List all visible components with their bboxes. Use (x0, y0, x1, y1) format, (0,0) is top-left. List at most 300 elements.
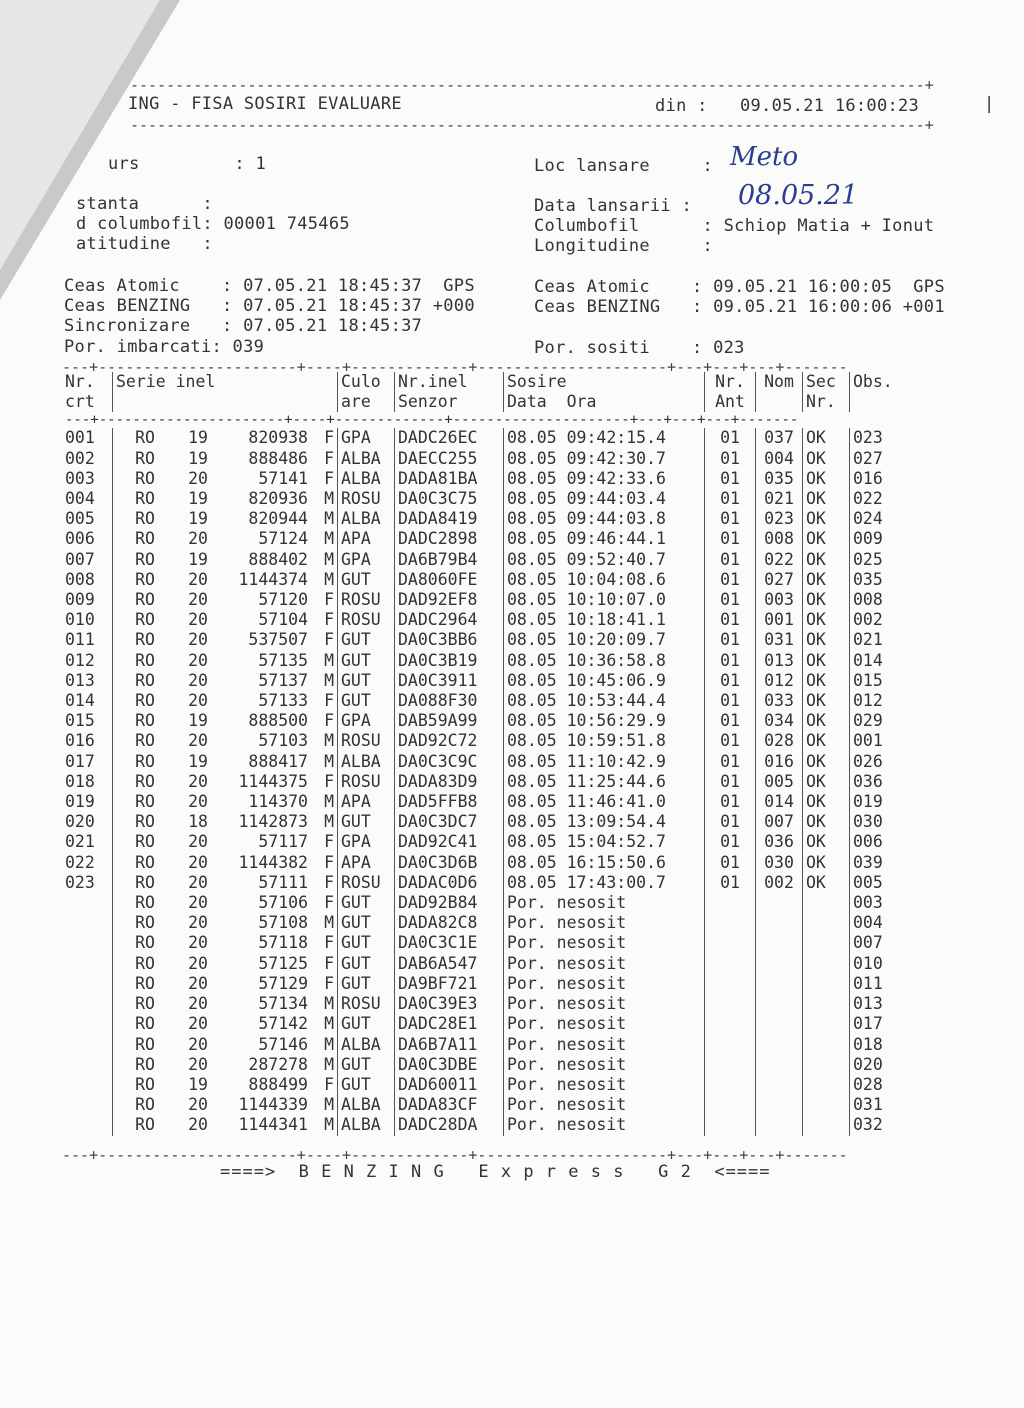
cell-arrival: 08.05 09:42:30.7 (504, 449, 705, 469)
col-senzor-header: Nr.inel (395, 372, 504, 392)
cell-nr-ant: 01 (705, 772, 756, 792)
cell-color: GPA (338, 832, 395, 852)
cell-country: RO (113, 1075, 178, 1095)
cell-nom: 021 (756, 489, 803, 509)
cell-obs: 010 (850, 954, 917, 974)
cell-color: APA (338, 529, 395, 549)
table-row (62, 812, 916, 832)
cell-nom: 007 (756, 812, 803, 832)
cell-nom (756, 1115, 803, 1135)
cell-country: RO (113, 428, 178, 448)
cell-color: GUT (338, 812, 395, 832)
cell-nr-ant: 01 (705, 691, 756, 711)
cell-sex: F (324, 953, 334, 973)
cell-nr-ant: 01 (705, 449, 756, 469)
cell-obs: 007 (850, 933, 917, 953)
cell-country: RO (113, 1035, 178, 1055)
cell-obs: 012 (850, 691, 917, 711)
header-separator-rule: ---+----------------------+----+-------------+---------------------+---+---+---+------- (65, 412, 799, 429)
cell-year: 20 (188, 771, 208, 791)
table-row (62, 610, 916, 630)
cell-year: 20 (188, 953, 208, 973)
cell-nom: 027 (756, 570, 803, 590)
cell-arrival: Por. nesosit (504, 1075, 705, 1095)
cell-sensor: DADC2964 (395, 610, 504, 630)
cell-sensor: DA8060FE (395, 570, 504, 590)
table-row (62, 1075, 916, 1095)
cell-sensor: DADC28E1 (395, 1014, 504, 1034)
cell-sex: M (324, 509, 334, 529)
cell-sensor: DADA81BA (395, 469, 504, 489)
cell-sensor: DADA83CF (395, 1095, 504, 1115)
cell-color: GUT (338, 913, 395, 933)
cell-color: GUT (338, 1014, 395, 1034)
table-row (62, 913, 916, 933)
cell-color: ROSU (338, 772, 395, 792)
cell-sensor: DA0C3C1E (395, 933, 504, 953)
cell-nr-ant: 01 (705, 873, 756, 893)
cell-country: RO (113, 1055, 178, 1075)
cell-nr-ant: 01 (705, 853, 756, 873)
cell-sec: OK (803, 873, 850, 893)
cell-nr-ant: 01 (705, 428, 756, 448)
cell-year: 18 (188, 812, 208, 832)
cell-nr-ant: 01 (705, 590, 756, 610)
cod-columbofil-line: d columbofil: 00001 745465 (76, 214, 350, 234)
col-dataora-header: Data Ora (504, 392, 705, 412)
cell-nr-crt (62, 913, 113, 933)
cell-arrival: 08.05 10:20:09.7 (504, 630, 705, 650)
cell-sex: M (324, 751, 334, 771)
cell-sec: OK (803, 570, 850, 590)
cell-sex: M (324, 792, 334, 812)
arrivals-table (62, 372, 916, 1136)
cell-country: RO (113, 994, 178, 1014)
loc-lansare-line: Loc lansare : (534, 156, 714, 176)
cell-nr-ant (705, 893, 756, 913)
cell-nr-crt: 007 (65, 549, 95, 569)
cell-country: RO (113, 610, 178, 630)
table-row (62, 590, 916, 610)
cell-nom: 033 (756, 691, 803, 711)
cell-nr-crt: 008 (65, 569, 95, 589)
cell-arrival: 08.05 09:52:40.7 (504, 550, 705, 570)
cell-sensor: DA0C39E3 (395, 994, 504, 1014)
cell-year: 19 (188, 448, 208, 468)
cell-sec (803, 1095, 850, 1115)
cell-year: 20 (188, 1115, 208, 1135)
cell-color: APA (338, 792, 395, 812)
cell-color: GUT (338, 893, 395, 913)
cell-sex: F (324, 1074, 334, 1094)
cell-sex: F (324, 428, 334, 448)
cell-nr-crt (62, 974, 113, 994)
table-row (62, 731, 916, 751)
cell-color: ROSU (338, 590, 395, 610)
cell-ring: 57104 (258, 610, 308, 630)
cell-nr-crt (62, 1095, 113, 1115)
cell-nom: 036 (756, 832, 803, 852)
cell-country: RO (113, 974, 178, 994)
cell-nr-ant (705, 1075, 756, 1095)
cell-arrival: Por. nesosit (504, 974, 705, 994)
cell-country: RO (113, 1115, 178, 1135)
table-row (62, 1115, 916, 1135)
cell-year: 20 (188, 731, 208, 751)
cell-ring: 888402 (248, 549, 308, 569)
cell-nr-crt: 023 (65, 872, 95, 892)
cell-obs: 001 (850, 731, 917, 751)
cell-obs: 014 (850, 651, 917, 671)
cell-nr-ant (705, 1115, 756, 1135)
cell-sec: OK (803, 630, 850, 650)
cell-obs: 035 (850, 570, 917, 590)
cell-sensor: DA0C3BB6 (395, 630, 504, 650)
table-row (62, 772, 916, 792)
cell-sex: F (324, 973, 334, 993)
cell-nom (756, 974, 803, 994)
cell-nr-crt: 005 (65, 509, 95, 529)
cell-sec: OK (803, 489, 850, 509)
cell-nom (756, 1035, 803, 1055)
cell-sec: OK (803, 731, 850, 751)
cell-sex: M (324, 650, 334, 670)
cell-arrival: 08.05 16:15:50.6 (504, 853, 705, 873)
cell-sensor: DAD92C72 (395, 731, 504, 751)
cell-ring: 57103 (258, 731, 308, 751)
cell-sensor: DA0C3DBE (395, 1055, 504, 1075)
cell-nr-crt: 017 (65, 751, 95, 771)
cell-nom: 013 (756, 651, 803, 671)
cell-obs: 026 (850, 752, 917, 772)
cell-ring: 57141 (258, 468, 308, 488)
cell-nr-crt: 009 (65, 590, 95, 610)
ceas-benzing-right: Ceas BENZING : 09.05.21 16:00:06 +001 (534, 297, 945, 317)
cell-color: ALBA (338, 449, 395, 469)
col-serie-header: Serie inel (113, 372, 338, 392)
cell-sensor: DA9BF721 (395, 974, 504, 994)
cell-ring: 1144374 (238, 569, 308, 589)
cell-sensor: DA6B7A11 (395, 1035, 504, 1055)
header-separator (62, 412, 916, 428)
cell-year: 20 (188, 1034, 208, 1054)
cell-sensor: DA0C3B19 (395, 651, 504, 671)
cell-arrival: 08.05 11:46:41.0 (504, 792, 705, 812)
cell-sec (803, 974, 850, 994)
cell-year: 20 (188, 1095, 208, 1115)
ceas-benzing-left: Ceas BENZING : 07.05.21 18:45:37 +000 (64, 296, 475, 316)
cell-country: RO (113, 812, 178, 832)
cell-year: 19 (188, 1074, 208, 1094)
cell-arrival: 08.05 13:09:54.4 (504, 812, 705, 832)
cell-sex: F (324, 852, 334, 872)
cell-nr-crt: 014 (65, 691, 95, 711)
cell-year: 20 (188, 569, 208, 589)
cell-year: 20 (188, 1014, 208, 1034)
cell-sec (803, 933, 850, 953)
cell-sex: F (324, 893, 334, 913)
cell-obs: 020 (850, 1055, 917, 1075)
cell-sec: OK (803, 469, 850, 489)
cell-sec: OK (803, 550, 850, 570)
col-nom-header-2 (756, 392, 803, 412)
cell-sensor: DA088F30 (395, 691, 504, 711)
handwritten-date: 08.05.21 (738, 180, 859, 211)
cell-ring: 888500 (248, 711, 308, 731)
cell-obs: 003 (850, 893, 917, 913)
cell-nr-ant (705, 994, 756, 1014)
cell-color: GUT (338, 671, 395, 691)
cell-obs: 009 (850, 529, 917, 549)
cell-ring: 57120 (258, 590, 308, 610)
cell-sec: OK (803, 428, 850, 448)
cell-obs: 021 (850, 630, 917, 650)
cell-country: RO (113, 691, 178, 711)
cell-country: RO (113, 590, 178, 610)
cell-sensor: DAECC255 (395, 449, 504, 469)
cell-nom: 008 (756, 529, 803, 549)
cell-arrival: 08.05 10:10:07.0 (504, 590, 705, 610)
col-nr-header: Nr. (65, 372, 95, 391)
cell-year: 20 (188, 610, 208, 630)
cell-sex: M (324, 529, 334, 549)
cell-nom (756, 1014, 803, 1034)
cell-color: ALBA (338, 1095, 395, 1115)
cell-ring: 114370 (248, 792, 308, 812)
cell-sex: F (324, 468, 334, 488)
cell-sensor: DADA82C8 (395, 913, 504, 933)
cell-arrival: Por. nesosit (504, 933, 705, 953)
cell-year: 19 (188, 711, 208, 731)
cell-nr-crt (62, 1014, 113, 1034)
cell-country: RO (113, 529, 178, 549)
cell-ring: 57137 (258, 670, 308, 690)
cell-obs: 002 (850, 610, 917, 630)
longitudine-line: Longitudine : (534, 236, 714, 256)
cell-color: ROSU (338, 731, 395, 751)
cell-ring: 57129 (258, 973, 308, 993)
table-row (62, 994, 916, 1014)
cell-sex: M (324, 569, 334, 589)
cell-ring: 57142 (258, 1014, 308, 1034)
cell-ring: 820944 (248, 509, 308, 529)
cell-nom: 005 (756, 772, 803, 792)
cell-nom: 001 (756, 610, 803, 630)
cell-color: GUT (338, 974, 395, 994)
cell-arrival: 08.05 09:42:15.4 (504, 428, 705, 448)
cell-nr-crt (62, 933, 113, 953)
cell-sensor: DADC28DA (395, 1115, 504, 1135)
cell-arrival: 08.05 10:36:58.8 (504, 651, 705, 671)
cell-country: RO (113, 509, 178, 529)
cell-year: 20 (188, 872, 208, 892)
cell-ring: 57134 (258, 994, 308, 1014)
table-row (62, 449, 916, 469)
table-row (62, 853, 916, 873)
cell-arrival: 08.05 10:45:06.9 (504, 671, 705, 691)
columbofil-line: Columbofil : Schiop Matia + Ionut (534, 216, 935, 236)
cell-sex: M (324, 731, 334, 751)
cell-sex: M (324, 994, 334, 1014)
cell-year: 20 (188, 832, 208, 852)
table-row (62, 428, 916, 448)
cell-year: 20 (188, 852, 208, 872)
cell-sec (803, 913, 850, 933)
cell-nr-crt: 021 (65, 832, 95, 852)
cell-arrival: 08.05 10:59:51.8 (504, 731, 705, 751)
cell-arrival: Por. nesosit (504, 994, 705, 1014)
cell-obs: 006 (850, 832, 917, 852)
cell-country: RO (113, 954, 178, 974)
table-row (62, 691, 916, 711)
title-rule: ----------------------------------------------------------------------------------------+ (130, 116, 934, 134)
cell-arrival: 08.05 10:04:08.6 (504, 570, 705, 590)
cell-arrival: 08.05 10:53:44.4 (504, 691, 705, 711)
table-row (62, 570, 916, 590)
cell-nr-crt: 012 (65, 650, 95, 670)
cell-nr-ant (705, 933, 756, 953)
cell-sensor: DADC26EC (395, 428, 504, 448)
cell-ring: 820936 (248, 489, 308, 509)
cell-nr-crt: 020 (65, 812, 95, 832)
cell-arrival: Por. nesosit (504, 1095, 705, 1115)
cell-nr-crt: 002 (65, 448, 95, 468)
cell-obs: 015 (850, 671, 917, 691)
cell-arrival: 08.05 15:04:52.7 (504, 832, 705, 852)
cell-obs: 036 (850, 772, 917, 792)
cell-nr-ant: 01 (705, 832, 756, 852)
cell-arrival: Por. nesosit (504, 1055, 705, 1075)
cell-country: RO (113, 731, 178, 751)
cell-obs: 017 (850, 1014, 917, 1034)
cell-nr-crt (62, 1075, 113, 1095)
cell-nr-crt: 015 (65, 711, 95, 731)
cell-arrival: 08.05 09:44:03.8 (504, 509, 705, 529)
cell-nom: 003 (756, 590, 803, 610)
cell-country: RO (113, 893, 178, 913)
cell-color: GUT (338, 1055, 395, 1075)
cell-color: GUT (338, 933, 395, 953)
table-row (62, 893, 916, 913)
cell-sec: OK (803, 853, 850, 873)
table-row (62, 792, 916, 812)
cell-nr-crt (62, 1115, 113, 1135)
cell-country: RO (113, 550, 178, 570)
cell-sex: M (324, 913, 334, 933)
cell-sec (803, 994, 850, 1014)
cell-arrival: Por. nesosit (504, 1115, 705, 1135)
cell-arrival: 08.05 09:44:03.4 (504, 489, 705, 509)
cell-ring: 57117 (258, 832, 308, 852)
cell-sec (803, 1055, 850, 1075)
cell-nom (756, 933, 803, 953)
cell-country: RO (113, 651, 178, 671)
cell-year: 20 (188, 792, 208, 812)
cell-obs: 016 (850, 469, 917, 489)
cell-country: RO (113, 752, 178, 772)
cell-year: 20 (188, 1054, 208, 1074)
cell-ring: 537507 (248, 630, 308, 650)
cell-sensor: DADAC0D6 (395, 873, 504, 893)
cell-ring: 57111 (258, 872, 308, 892)
cell-sex: M (324, 1054, 334, 1074)
handwritten-location: Meto (730, 142, 799, 172)
table-row (62, 933, 916, 953)
col-crt-header: crt (65, 392, 95, 412)
cell-sex: F (324, 711, 334, 731)
cell-nom: 030 (756, 853, 803, 873)
cell-obs: 022 (850, 489, 917, 509)
cell-nr-ant: 01 (705, 570, 756, 590)
cell-year: 20 (188, 691, 208, 711)
cell-sec: OK (803, 792, 850, 812)
cell-country: RO (113, 489, 178, 509)
cell-year: 20 (188, 893, 208, 913)
cell-color: ROSU (338, 994, 395, 1014)
porumbei-imbarcati: Por. imbarcati: 039 (64, 337, 265, 357)
col-secnr-header: Nr. (803, 392, 850, 412)
cell-year: 20 (188, 994, 208, 1014)
col-senzor-header-2: Senzor (395, 392, 504, 412)
col-ant-header: Nr. (705, 372, 756, 392)
cell-color: ALBA (338, 752, 395, 772)
cell-nom (756, 1075, 803, 1095)
cell-sex: M (324, 489, 334, 509)
cell-sec (803, 893, 850, 913)
cell-nr-crt: 006 (65, 529, 95, 549)
print-date: 09.05.21 16:00:23 (740, 96, 920, 116)
cell-nom: 035 (756, 469, 803, 489)
cell-nr-ant: 01 (705, 509, 756, 529)
col-nom-header: Nom (756, 372, 803, 392)
cell-nr-ant: 01 (705, 812, 756, 832)
cell-obs: 013 (850, 994, 917, 1014)
cell-nr-ant (705, 913, 756, 933)
cell-sex: F (324, 771, 334, 791)
cell-nom (756, 893, 803, 913)
cell-sensor: DAD92B84 (395, 893, 504, 913)
cell-arrival: Por. nesosit (504, 913, 705, 933)
cell-color: GUT (338, 954, 395, 974)
cell-sec: OK (803, 509, 850, 529)
cell-sex: M (324, 812, 334, 832)
cell-sec: OK (803, 832, 850, 852)
cell-sec: OK (803, 711, 850, 731)
col-sec-header: Sec (803, 372, 850, 392)
table-row (62, 1014, 916, 1034)
cell-sex: M (324, 1014, 334, 1034)
cell-obs: 032 (850, 1115, 917, 1135)
table-row (62, 954, 916, 974)
cell-obs: 030 (850, 812, 917, 832)
cell-year: 20 (188, 468, 208, 488)
cell-obs: 019 (850, 792, 917, 812)
cell-sec (803, 1075, 850, 1095)
cell-sensor: DAD60011 (395, 1075, 504, 1095)
cell-nom (756, 913, 803, 933)
cell-sensor: DA0C3C9C (395, 752, 504, 772)
cell-nr-crt (62, 1035, 113, 1055)
distanta-line: stanta : (76, 194, 213, 214)
cell-sec: OK (803, 529, 850, 549)
data-lansarii-line: Data lansarii : (534, 196, 693, 216)
cell-year: 20 (188, 529, 208, 549)
cell-nr-ant (705, 1014, 756, 1034)
table-row (62, 1095, 916, 1115)
header-blank (113, 392, 338, 412)
cell-country: RO (113, 873, 178, 893)
table-row (62, 489, 916, 509)
